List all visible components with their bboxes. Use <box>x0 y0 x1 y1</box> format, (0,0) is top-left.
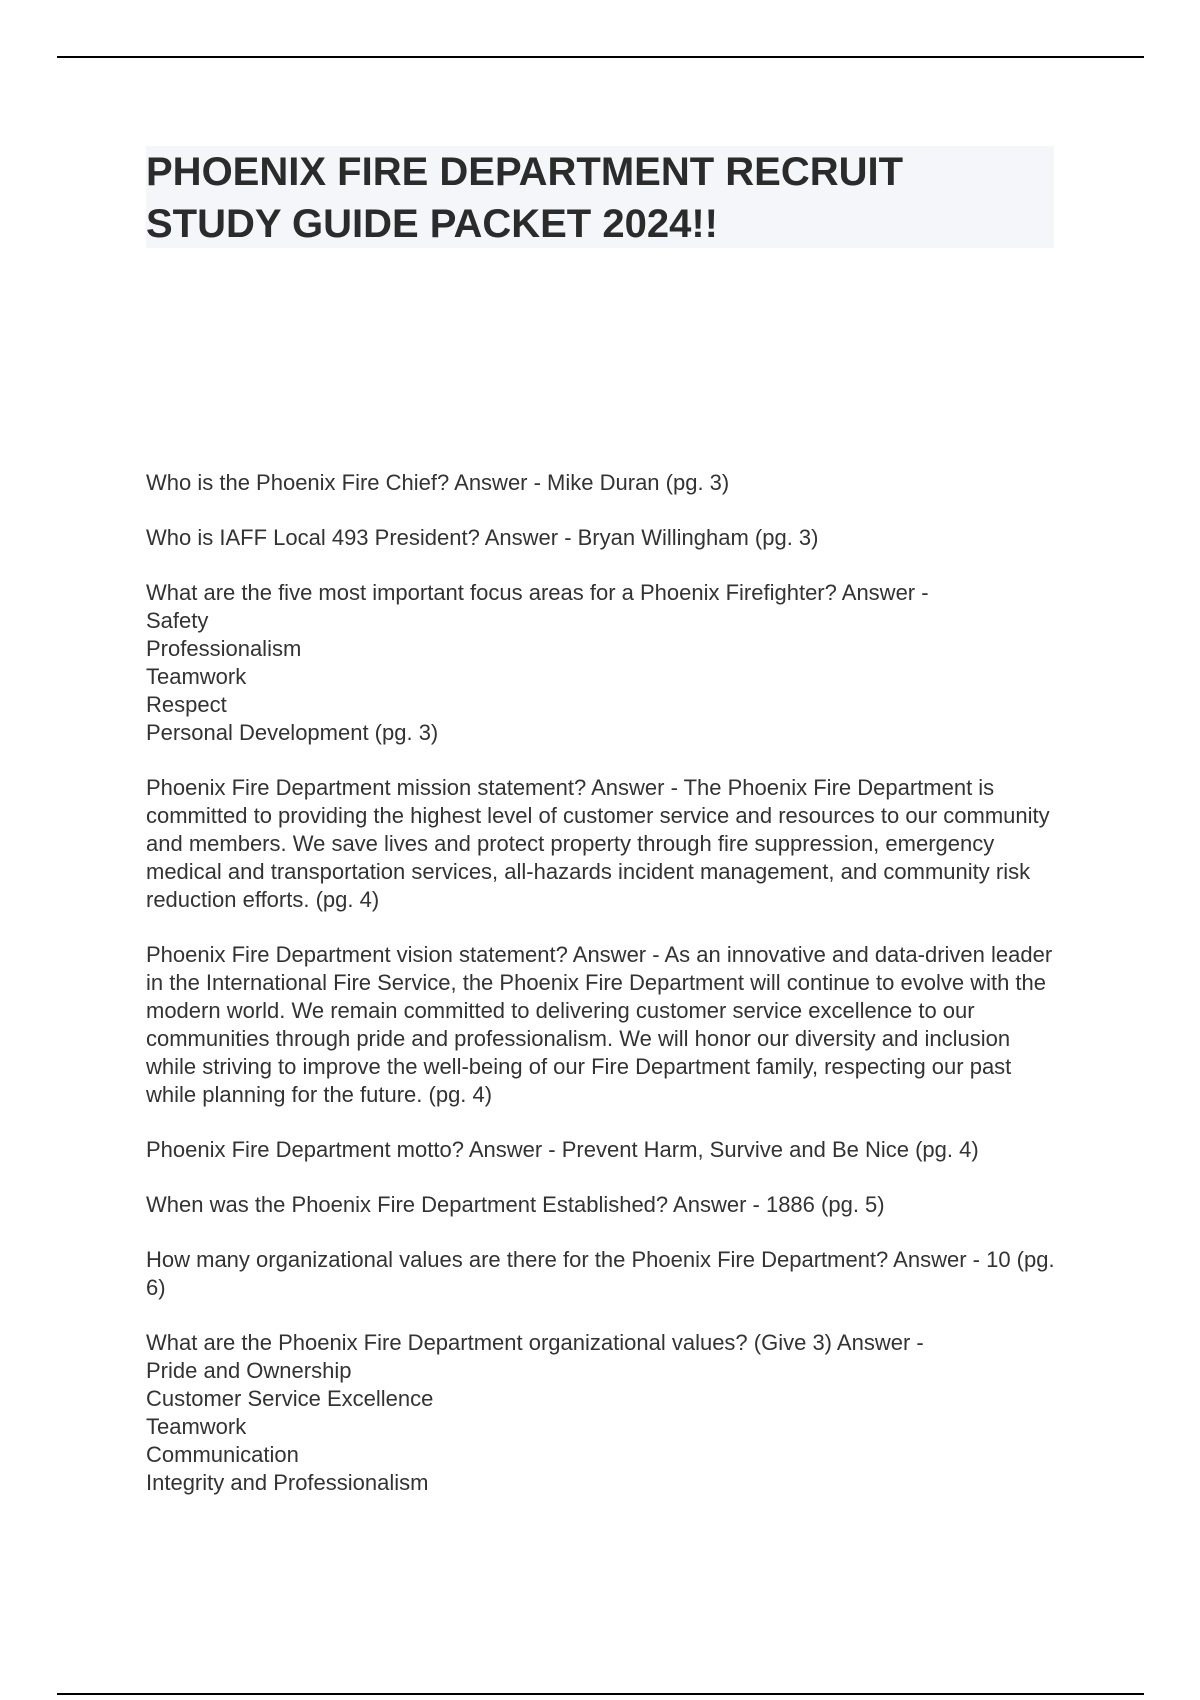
title-line-2: STUDY GUIDE PACKET 2024!! <box>146 202 718 246</box>
qa-list <box>146 469 1056 1524</box>
bottom-rule <box>57 1693 1144 1695</box>
qa-text: Who is IAFF Local 493 President? Answer - Bryan Willingham (pg. 3) <box>146 525 819 550</box>
qa-item <box>146 524 1056 552</box>
answer-line: Communication <box>146 1442 299 1467</box>
qa-text: Phoenix Fire Department mission statement? Answer - The Phoenix Fire Department is committed to providing the highest level of customer service and resources to our community and members. We save lives and protect property through fire suppression, emergency medical and transportation services, all-hazards incident management, and community risk reduction efforts. (pg. 4) <box>146 775 1050 912</box>
answer-line: Teamwork <box>146 1414 247 1439</box>
answer-line: Personal Development (pg. 3) <box>146 720 439 745</box>
answer-line: Pride and Ownership <box>146 1358 352 1383</box>
answer-line: Customer Service Excellence <box>146 1386 434 1411</box>
qa-item <box>146 1136 1056 1164</box>
document-title <box>146 146 1054 250</box>
qa-text: Phoenix Fire Department vision statement? Answer - As an innovative and data-driven leader in the International Fire Service, the Phoenix Fire Department will continue to evolve with the modern world. We remain committed to delivering customer service excellence to our communities through pride and professionalism. We will honor our diversity and inclusion while striving to improve the well-being of our Fire Department family, respecting our past while planning for the future. (pg. 4) <box>146 942 1053 1107</box>
qa-item <box>146 941 1056 1109</box>
qa-text: Who is the Phoenix Fire Chief? Answer - Mike Duran (pg. 3) <box>146 470 730 495</box>
qa-item <box>146 1246 1056 1302</box>
qa-item <box>146 1191 1056 1219</box>
qa-text: How many organizational values are there for the Phoenix Fire Department? Answer - 10 (pg. 6) <box>146 1247 1055 1300</box>
top-rule <box>57 56 1144 58</box>
answer-line: Respect <box>146 692 227 717</box>
answer-line: Professionalism <box>146 636 302 661</box>
answer-line: Integrity and Professionalism <box>146 1470 429 1495</box>
qa-item <box>146 469 1056 497</box>
answer-line: Safety <box>146 608 209 633</box>
qa-text: What are the Phoenix Fire Department organizational values? (Give 3) Answer - <box>146 1330 924 1355</box>
qa-item <box>146 774 1056 914</box>
qa-text: When was the Phoenix Fire Department Established? Answer - 1886 (pg. 5) <box>146 1192 885 1217</box>
title-line-1: PHOENIX FIRE DEPARTMENT RECRUIT <box>146 150 904 194</box>
qa-item <box>146 579 1056 747</box>
qa-text: Phoenix Fire Department motto? Answer - Prevent Harm, Survive and Be Nice (pg. 4) <box>146 1137 979 1162</box>
qa-text: What are the five most important focus areas for a Phoenix Firefighter? Answer - <box>146 580 929 605</box>
qa-item <box>146 1329 1056 1497</box>
title-box <box>146 146 1054 248</box>
answer-line: Teamwork <box>146 664 247 689</box>
